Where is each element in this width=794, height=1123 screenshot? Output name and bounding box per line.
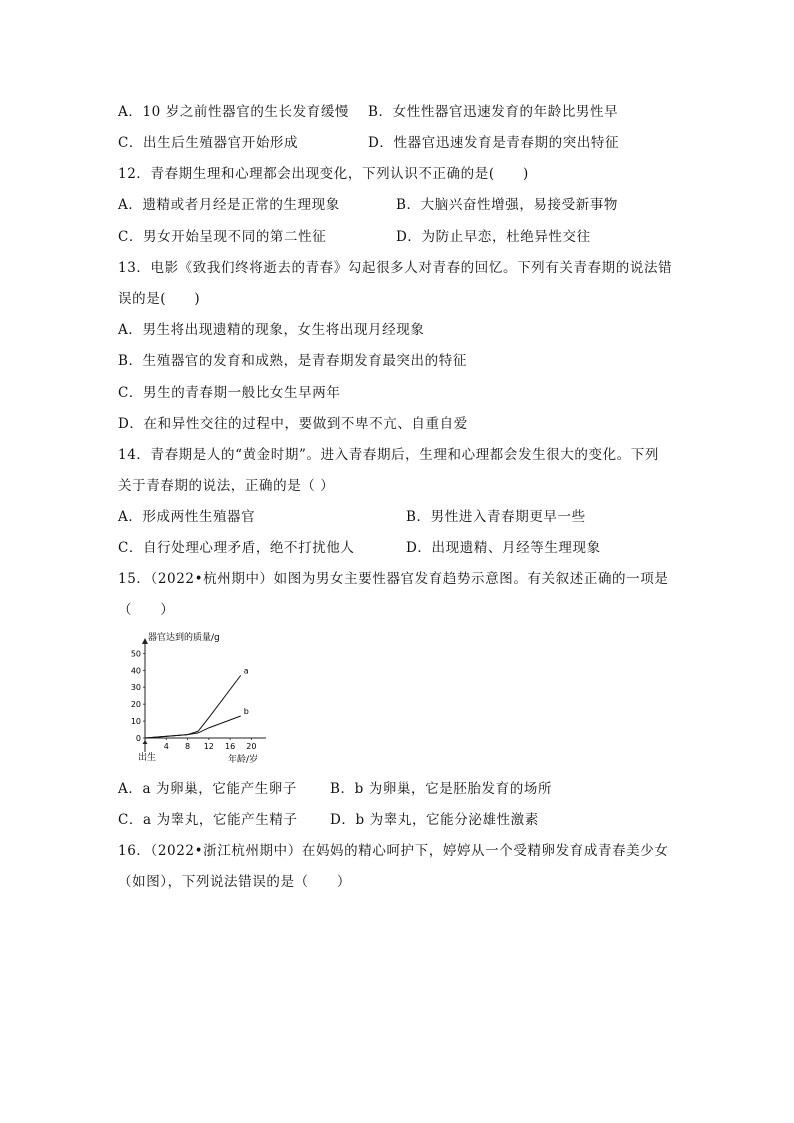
- q14-option-c-text: C．自行处理心理矛盾，绝不打扰他人: [118, 540, 355, 556]
- q15-stem-line1: 15．（2022•杭州期中）如图为男女主要性器官发育趋势示意图。有关叙述正确的一项是: [118, 571, 669, 587]
- q13-option-a: A．男生将出现遗精的现象，女生将出现月经现象: [118, 322, 425, 338]
- q11-option-b-text: B．女性性器官迅速发育的年龄比男性早: [368, 104, 619, 120]
- organ-growth-chart: [112, 630, 272, 770]
- q11-option-a: [118, 103, 619, 121]
- series-label-b: b: [243, 707, 249, 716]
- q11-option-d-text: D．性器官迅速发育是青春期的突出特征: [368, 135, 620, 151]
- q12-options-ab: [118, 196, 619, 214]
- q15-option-a-text: A．a 为卵巢，它能产生卵子: [118, 781, 297, 797]
- q14-options-cd: [118, 539, 601, 557]
- q13-stem-line2: 误的是( ): [118, 291, 201, 307]
- q14-options-ab: [118, 508, 586, 526]
- x-tick-label: 4: [163, 742, 169, 751]
- q13-option-b: B．生殖器官的发育和成熟，是青春期发育最突出的特征: [118, 353, 467, 369]
- y-tick-label: 30: [130, 683, 141, 693]
- birth-marker-arrow: [143, 740, 148, 744]
- x-tick-label: 12: [203, 742, 214, 751]
- q12-option-d-text: D．为防止早恋，杜绝异性交往: [396, 229, 591, 245]
- q15-options-cd: [118, 811, 539, 829]
- y-tick-label: 20: [130, 700, 141, 710]
- q11-option-c: [118, 134, 620, 152]
- q14-option-b-text: B．男性进入青春期更早一些: [406, 509, 586, 525]
- q14-option-d-text: D．出现遗精、月经等生理现象: [406, 540, 601, 556]
- q15-options-ab: [118, 780, 553, 798]
- q16-stem-line1: 16．（2022•浙江杭州期中）在妈妈的精心呵护下，婷婷从一个受精卵发育成青春美少女: [118, 843, 669, 859]
- chart-series: [145, 666, 249, 738]
- chart-ticks: [131, 649, 257, 751]
- q11-option-a-text: A．10 岁之前性器官的生长发育缓慢: [118, 104, 350, 120]
- q13-stem-line1: 13．电影《致我们终将逝去的青春》勾起很多人对青春的回忆。下列有关青春期的说法错: [118, 260, 673, 276]
- q11-option-c-text: C．出生后生殖器官开始形成: [118, 135, 299, 151]
- q12-stem: 12．青春期生理和心理都会出现变化，下列认识不正确的是( ): [118, 166, 529, 182]
- q14-stem-line2: 关于青春期的说法，正确的是（ ）: [118, 478, 335, 494]
- y-tick-label: 0: [135, 734, 141, 743]
- q14-stem-line1: 14．青春期是人的“黄金时期”。进入青春期后，生理和心理都会发生很大的变化。下列: [118, 447, 659, 463]
- chart-axes: [142, 638, 266, 752]
- q16-stem-line2: （如图），下列说法错误的是（ ）: [118, 874, 351, 890]
- series-line-b: [145, 716, 241, 738]
- q15-stem-line2: （ ）: [118, 602, 175, 618]
- chart-xlabel: 年龄/岁: [228, 755, 259, 765]
- y-tick-label: 10: [130, 717, 141, 727]
- q13-option-d: D．在和异性交往的过程中，要做到不卑不亢、自重自爱: [118, 416, 468, 432]
- q15-option-d-text: D．b 为睾丸，它能分泌雄性激素: [330, 812, 539, 828]
- q14-option-a-text: A．形成两性生殖器官: [118, 509, 256, 525]
- y-tick-label: 50: [130, 649, 141, 659]
- q12-option-c-text: C．男女开始呈现不同的第二性征: [118, 229, 327, 245]
- x-tick-label: 16: [224, 742, 236, 751]
- q15-option-c-text: C．a 为睾丸，它能产生精子: [118, 812, 298, 828]
- chart-ylabel: 器官达到的质量/g: [148, 633, 220, 643]
- chart-origin-label: 出生: [138, 753, 157, 763]
- x-tick-label: 20: [246, 742, 257, 751]
- q12-options-cd: [118, 228, 591, 246]
- series-line-a: [145, 675, 241, 738]
- q12-option-b-text: B．大脑兴奋性增强，易接受新事物: [396, 197, 619, 213]
- series-label-a: a: [243, 666, 249, 676]
- y-tick-label: 40: [130, 666, 141, 676]
- q15-option-b-text: B．b 为卵巢，它是胚胎发育的场所: [330, 781, 553, 797]
- q12-option-a-text: A．遗精或者月经是正常的生理现象: [118, 197, 340, 213]
- x-tick-label: 8: [184, 742, 191, 751]
- q13-option-c: C．男生的青春期一般比女生早两年: [118, 385, 341, 401]
